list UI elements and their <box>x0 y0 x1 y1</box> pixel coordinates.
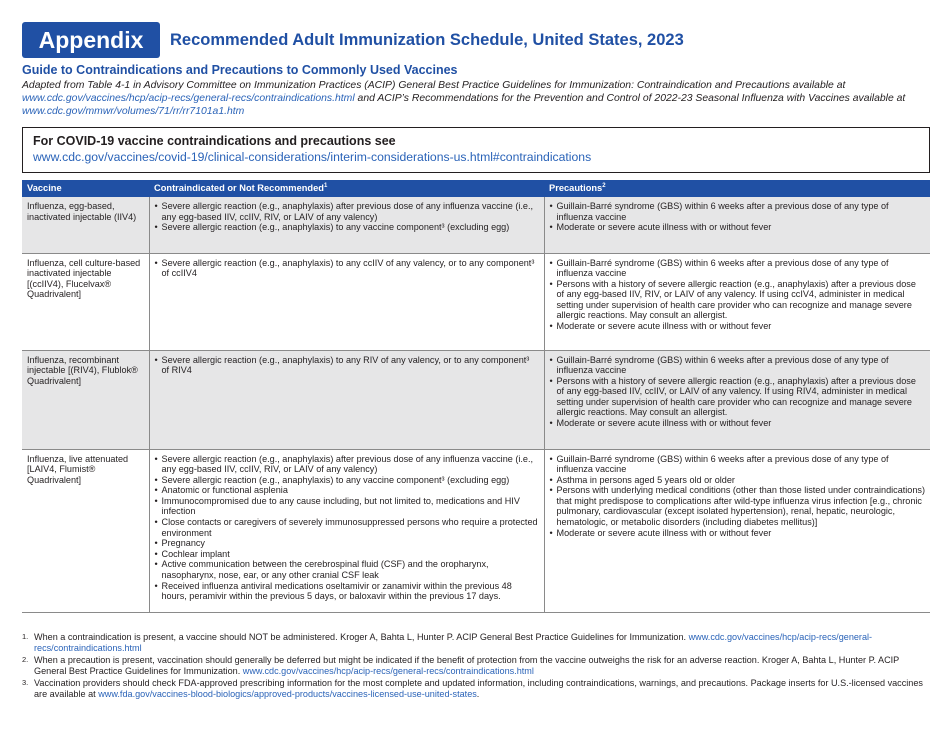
adapted-text-2: and ACIP’s Recommendations for the Prevention and Control of 2022-23 Seasonal Influenza with Vaccines available at <box>354 93 906 104</box>
header-precautions-sup: 2 <box>602 183 606 190</box>
table-row <box>22 253 930 350</box>
acip-contraindications-link[interactable]: www.cdc.gov/vaccines/hcp/acip-recs/general-recs/contraindications.html <box>22 93 355 104</box>
header-precautions-label: Precautions <box>549 183 603 194</box>
contraindications-table <box>22 180 930 613</box>
footnote <box>22 655 930 676</box>
vaccine-cell: Influenza, cell culture-based inactivated injectable [(ccIIV4), Flucelvax® Quadrivalent] <box>22 253 149 350</box>
header-vaccine <box>22 180 149 197</box>
list-item: • Guillain-Barré syndrome (GBS) within 6 weeks after a previous dose of any type of influenza vaccine <box>550 454 926 475</box>
footnote-body: When a contraindication is present, a vaccine should NOT be administered. Kroger A, Bahta L, Hunter P. ACIP General Best Practice Guidelines for Immunization. <box>34 632 689 642</box>
list-item: • Severe allergic reaction (e.g., anaphylaxis) to any ccIIV of any valency, or to any component³ of ccIIV4 <box>155 258 539 279</box>
footnote-link[interactable]: www.cdc.gov/vaccines/hcp/acip-recs/general-recs/contraindications.html <box>242 665 534 676</box>
list-item: • Asthma in persons aged 5 years old or older <box>550 475 926 486</box>
header-contra-label: Contraindicated or Not Recommended <box>154 183 324 194</box>
list-item: • Persons with a history of severe allergic reaction (e.g., anaphylaxis) after a previous dose of any egg-based IIV, ccIIV, or LAIV of any valency. If using RIV4, administer in medical setting under supervision of health care provider who can recognize and manage severe allergic reactions. May consult an allergist. <box>550 376 926 418</box>
header-precautions <box>544 180 930 197</box>
list-item: • Guillain-Barré syndrome (GBS) within 6 weeks after a previous dose of any type of influenza vaccine <box>550 355 926 376</box>
list-item: • Moderate or severe acute illness with or without fever <box>550 321 926 332</box>
list-item: • Received influenza antiviral medications oseltamivir or zanamivir within the previous 48 hours, peramivir within the previous 5 days, or baloxavir within the previous 17 days. <box>155 581 539 602</box>
covid-callout-title: For COVID-19 vaccine contraindications and precautions see <box>33 134 396 148</box>
appendix-tab: Appendix <box>22 22 160 58</box>
footnote-text <box>34 678 930 699</box>
table-row <box>22 350 930 449</box>
precautions-cell <box>544 449 930 612</box>
contraindications-cell <box>149 253 544 350</box>
list-item: • Persons with a history of severe allergic reaction (e.g., anaphylaxis) after a previous dose of any egg-based IIV, RIV, or LAIV of any valency. If using ccIV4, administer in medical setting under supervision of health care provider who can recognize and manage severe allergic reactions. May consult an allergist. <box>550 279 926 321</box>
list-item: • Severe allergic reaction (e.g., anaphylaxis) after previous dose of any influenza vaccine (i.e., any egg-based IIV, ccIIV, RIV, or LAIV of any valency) <box>155 201 539 222</box>
list-item: • Severe allergic reaction (e.g., anaphylaxis) to any vaccine component³ (excluding egg) <box>155 222 539 233</box>
footnote-link[interactable]: www.cdc.gov/vaccines/hcp/acip-recs/general-recs/contraindications.html <box>34 632 873 653</box>
adapted-from-note <box>22 79 932 118</box>
list-item: • Pregnancy <box>155 538 539 549</box>
vaccine-cell: Influenza, live attenuated [LAIV4, Flumist® Quadrivalent] <box>22 449 149 612</box>
covid-contraindications-link[interactable]: www.cdc.gov/vaccines/covid-19/clinical-considerations/interim-considerations-us.html#contraindications <box>33 150 592 164</box>
header-contraindicated <box>149 180 544 197</box>
header-vaccine-label: Vaccine <box>27 183 62 194</box>
list-item: • Active communication between the cerebrospinal fluid (CSF) and the oropharynx, nasopharynx, nose, ear, or any other cranial CSF leak <box>155 559 539 580</box>
list-item: • Anatomic or functional asplenia <box>155 485 539 496</box>
list-item: • Guillain-Barré syndrome (GBS) within 6 weeks after a previous dose of any type of influenza vaccine <box>550 258 926 279</box>
list-item: • Moderate or severe acute illness with or without fever <box>550 528 926 539</box>
adapted-text-1: Adapted from Table 4-1 in Advisory Committee on Immunization Practices (ACIP) General Best Practice Guidelines for Immunization: Contraindication and Precautions available at <box>22 80 846 91</box>
footnote-link[interactable]: www.fda.gov/vaccines-blood-biologics/approved-products/vaccines-licensed-use-united-states <box>98 688 477 699</box>
contraindications-cell <box>149 449 544 612</box>
precautions-cell <box>544 350 930 449</box>
page-header <box>22 22 684 58</box>
contraindications-cell <box>149 197 544 253</box>
footnote-body: When a precaution is present, vaccination should generally be deferred but might be indicated if the benefit of protection from the vaccine outweighs the risk for an adverse reaction. Kroger A, Bahta L, Hunter P. ACIP General Best Practice Guidelines for Immunization. <box>34 655 900 676</box>
vaccine-cell: Influenza, egg-based, inactivated injectable (IIV4) <box>22 197 149 253</box>
footnote <box>22 632 930 653</box>
list-item: • Close contacts or caregivers of severely immunosuppressed persons who require a protected environment <box>155 517 539 538</box>
vaccine-cell: Influenza, recombinant injectable [(RIV4), Flublok® Quadrivalent] <box>22 350 149 449</box>
footnotes <box>22 632 930 702</box>
footnote-text <box>34 632 930 653</box>
list-item: • Moderate or severe acute illness with or without fever <box>550 222 926 233</box>
footnote-number: 1. <box>22 632 29 641</box>
header-contra-sup: 1 <box>323 183 328 190</box>
footnote-number: 2. <box>22 655 29 665</box>
footnote-body: Vaccination providers should check FDA-approved prescribing information for the most complete and updated information, including contraindications, warnings, and precautions. Package inserts for U.S.-licensed vaccines are available at <box>34 678 923 699</box>
footnote-after: . <box>476 688 480 699</box>
contraindications-cell <box>149 350 544 449</box>
list-item: • Moderate or severe acute illness with or without fever <box>550 418 926 429</box>
list-item: • Guillain-Barré syndrome (GBS) within 6 weeks after a previous dose of any type of influenza vaccine <box>550 201 926 222</box>
footnote-text <box>34 655 930 676</box>
page-title: Recommended Adult Immunization Schedule, United States, 2023 <box>170 30 684 49</box>
list-item: • Persons with underlying medical conditions (other than those listed under contraindications) that might predispose to complications after wild-type influenza virus infection [e.g., chronic pulmonary, cardiovascular (except isolated hypertension), renal, hepatic, neurologic, hematologic, or metabolic disorders (including diabetes mellitus)] <box>550 485 926 527</box>
footnote <box>22 678 930 699</box>
precautions-cell <box>544 197 930 253</box>
table-header-row <box>22 180 930 197</box>
covid-callout-box <box>22 127 930 173</box>
precautions-cell <box>544 253 930 350</box>
table-row <box>22 449 930 612</box>
list-item: • Severe allergic reaction (e.g., anaphylaxis) to any vaccine component³ (excluding egg) <box>155 475 539 486</box>
mmwr-link[interactable]: www.cdc.gov/mmwr/volumes/71/rr/rr7101a1.htm <box>22 106 245 117</box>
list-item: • Severe allergic reaction (e.g., anaphylaxis) after previous dose of any influenza vaccine (i.e., any egg-based IIV, ccIIV, RIV, or LAIV of any valency) <box>155 454 539 475</box>
footnote-number: 3. <box>22 678 29 688</box>
table-row <box>22 197 930 253</box>
list-item: • Immunocompromised due to any cause including, but not limited to, medications and HIV infection <box>155 496 539 517</box>
list-item: • Severe allergic reaction (e.g., anaphylaxis) to any RIV of any valency, or to any component³ of RIV4 <box>155 355 539 376</box>
list-item: • Cochlear implant <box>155 549 539 560</box>
guide-title: Guide to Contraindications and Precautions to Commonly Used Vaccines <box>22 63 458 77</box>
